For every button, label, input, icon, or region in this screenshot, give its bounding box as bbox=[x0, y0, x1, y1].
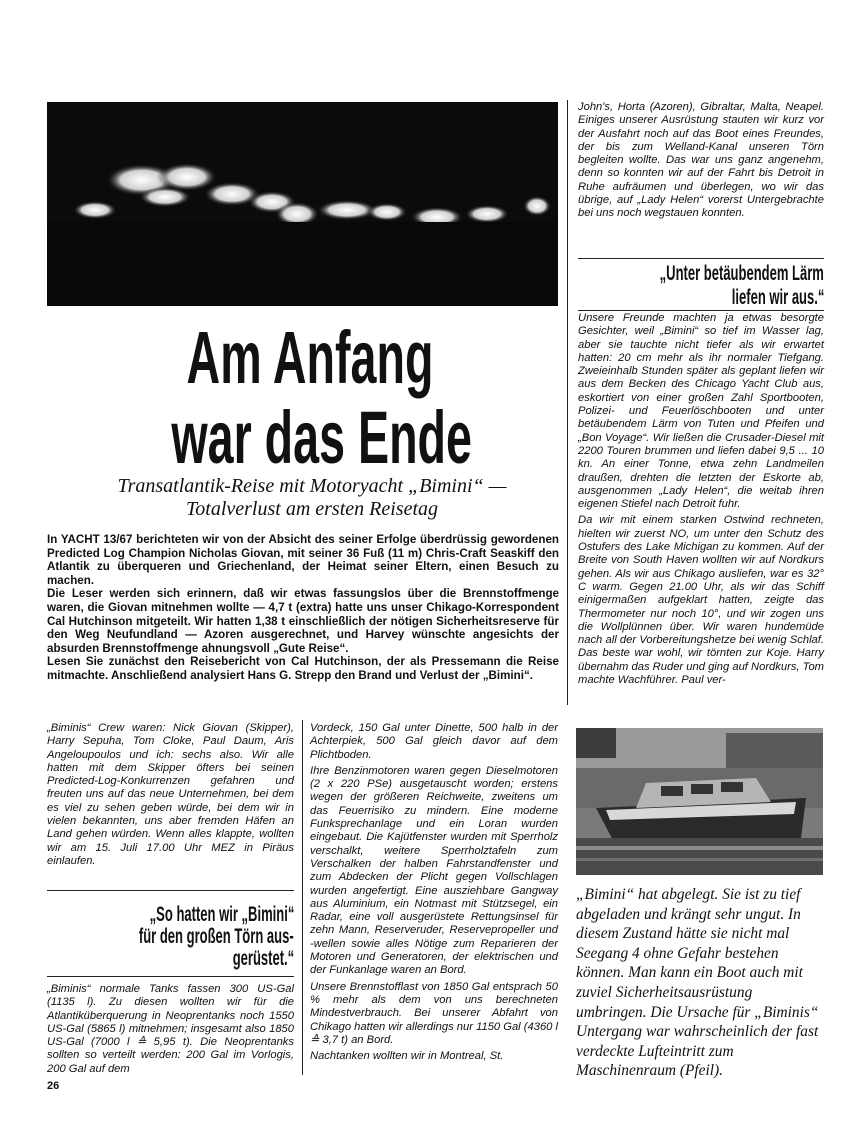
subhead-line: liefen wir aus.“ bbox=[731, 286, 824, 309]
page-number: 26 bbox=[47, 1080, 60, 1092]
subhead-rule bbox=[47, 976, 294, 977]
column-3-bottom bbox=[578, 312, 824, 690]
headline bbox=[90, 318, 530, 478]
subtitle bbox=[96, 475, 528, 521]
body-paragraph: „Biminis“ normale Tanks fassen 300 US-Gal (1135 l). Zu diesen wollten wir für die Atlantiküberquerung in Neoprentanks noch 1550 US-Gal (5865 l) mitnehmen; insgesamt also 1850 US-Gal (7000 l ≙ 5,95 t). Die Neoprentanks sollten so verteilt werden: 200 Gal im Vorlogis, 200 Gal auf dem bbox=[47, 983, 294, 1075]
subtitle-line-1: Transatlantik-Reise mit Motoryacht „Bimini“ — bbox=[117, 475, 507, 497]
subhead-line: gerüstet.“ bbox=[232, 947, 294, 970]
subhead-line: für den großen Törn aus- bbox=[139, 925, 294, 948]
smoke-and-fire-image bbox=[47, 102, 558, 306]
body-paragraph: „Biminis“ Crew waren: Nick Giovan (Skipper), Harry Sepuha, Tom Cloke, Paul Daum, Aris Angeloupoulos und ich: sechs also. Wir alle hatten mit dem Skipper öfters bei seinen Predicted-Log-Konkurrenzen gefahren und freuten uns auf das neue Unternehmen, bei dem es viel zu sehen geben würde, bei dem wir in vielen bekannten, uns aber fremden Häfen an Land gehen würden. Wenn alles klappte, wollten wir am 15. Juli 17.00 Uhr MEZ in Piräus einlaufen. bbox=[47, 722, 294, 867]
column-2 bbox=[310, 722, 558, 1066]
subhead-line: „Unter betäubendem Lärm bbox=[659, 262, 824, 285]
subhead-line: „So hatten wir „Bimini“ bbox=[149, 903, 294, 926]
boat-departure-photo bbox=[576, 728, 823, 875]
body-paragraph: John's, Horta (Azoren), Gibraltar, Malta, Neapel. Einiges unserer Ausrüstung stauten wir kurz vor der Ausfahrt noch auf das Boot eines Freundes, der bis zum Welland-Kanal unseren Törn begleiten wollte. Das war uns ganz angenehm, denn so konnten wir auf der Fahrt bis Detroit in Ruhe aufräumen und überlegen, wo wir das übrige, auf „Lady Helen“ vorerst Untergebrachte bei uns noch wegstauen konnten. bbox=[578, 101, 824, 220]
intro-paragraph: Die Leser werden sich erinnern, daß wir etwas fassungslos über die Brennstoffmenge waren, die Giovan mitnehmen wollte — 4,7 t (extra) hatte uns unser Chikago-Korrespondent Cal Hutchinson mitgeteilt. Wir hatten 1,38 t einschließlich der nötigen Sicherheitsreserve für den Weg Neufundland — Azoren ausgerechnet, und Harvey wünschte angesichts der absurden Brennstoffmenge ahnungsvoll „Gute Reise“. bbox=[47, 587, 559, 655]
column-1-top bbox=[47, 722, 294, 871]
intro-text bbox=[47, 533, 559, 683]
body-paragraph: Da wir mit einem starken Ostwind rechneten, hielten wir zuerst NO, um unter den Schutz des Ostufers des Lake Michigan zu kommen. Auf der Breite von South Haven wollten wir auf Nordkurs gehen. Als wir aus Chikago ausliefen, war es 32° C warm. Gegen 21.00 Uhr, als wir das Schiff einigermaßen aufgeklart hatten, zeigte das Thermometer nur noch 10°, und wir zogen uns die Wollplünnen über. Wir waren hundemüde nach all der Vorbereitungshetze bei wenig Schlaf. Das beste war wohl, wir törnten zur Koje. Harry übernahm das Ruder und ging auf Nordkurs, Tom machte Wachführer. Paul ver- bbox=[578, 514, 824, 687]
body-paragraph: Vordeck, 150 Gal unter Dinette, 500 halb in der Achterpiek, 500 Gal gleich davor auf dem Plichtboden. bbox=[310, 722, 558, 761]
photo-caption: „Bimini“ hat abgelegt. Sie ist zu tief abgeladen und krängt sehr ungut. In diesem Zustand hätte sie nicht mal Seegang 4 ohne Gefahr bestehen können. Man kann ein Boot auch mit zuviel Sicherheitsausrüstung umbringen. Die Ursache für „Biminis“ Untergang war wahrscheinlich der fast verdeckte Lufteintritt zum Maschinenraum (Pfeil). bbox=[576, 886, 819, 1080]
burning-boat-photo bbox=[47, 102, 558, 306]
headline-line-1: Am Anfang bbox=[186, 316, 434, 399]
subhead-rule bbox=[47, 890, 294, 891]
subhead-rule bbox=[578, 310, 824, 311]
boat-image bbox=[576, 728, 823, 875]
headline-line-2: war das Ende bbox=[171, 396, 472, 479]
body-paragraph: Unsere Brennstofflast von 1850 Gal entsprach 50 % mehr als dem von uns berechneten Mindestverbrauch. Bei unserer Abfahrt von Chikago hatten wir allerdings nur 1150 Gal (4360 l ≙ 3,7 t) an Bord. bbox=[310, 980, 558, 1046]
body-paragraph: Unsere Freunde machten ja etwas besorgte Gesichter, weil „Bimini“ so tief im Wasser lag, aber sie tauchte nicht tiefer als wir erwartet hatten: 20 cm mehr als ihr normaler Tiefgang. Zweieinhalb Stunden später als geplant liefen wir aus dem Becken des Chicago Yacht Club aus, eskortiert von einer großen Zahl Sportbooten, Polizei- und Feuerlöschbooten und unter betäubendem Lärm von Tuten und Pfeifen und „Bon Voyage“. Wir ließen die Crusader-Diesel mit 2200 Touren brummen und liefen dabei 9,5 ... 10 kn. An einer Tonne, etwa zehn Landmeilen draußen, drehten die letzten der Eskorte ab, ausgenommen „Lady Helen“, die weitab ihren eigenen Stiefel nach Detroit fuhr. bbox=[578, 312, 824, 511]
column-divider bbox=[567, 100, 568, 705]
body-paragraph: Ihre Benzinmotoren waren gegen Dieselmotoren (2 x 220 PSe) ausgetauscht worden; erstens wegen der größeren Reichweite, zweitens um das Feuerrisiko zu mindern. Eine moderne Funksprechanlage und ein Loran wurden eingebaut. Die Kajütfenster wurden mit Sperrholz verschalkt, weitere Sperrholztafeln zum Verschalken der halben Fahrstandfenster und zum Abdecken der Plicht gegen Vollschlagen wurden angefertigt. Eine ausziehbare Gangway aus Aluminium, ein Notmast mit Stützsegel, ein Radar, eine voll ausgerüstete Rettungsinsel für zehn Mann, Reserveruder, Reservepropeller und -wellen sowie alles Nötige zum Reparieren der Motoren und Generatoren, der elektrischen und der Funkanlage waren an Bord. bbox=[310, 764, 558, 977]
column-3-top bbox=[578, 101, 824, 224]
column-1-bottom bbox=[47, 983, 294, 1079]
intro-paragraph: Lesen Sie zunächst den Reisebericht von Cal Hutchinson, der als Pressemann die Reise mitmachte. Anschließend analysiert Hans G. Strepp den Brand und Verlust der „Bimini“. bbox=[47, 655, 559, 682]
column-divider bbox=[302, 720, 303, 1075]
subhead-rule bbox=[578, 258, 824, 259]
body-paragraph: Nachtanken wollten wir in Montreal, St. bbox=[310, 1050, 504, 1063]
intro-paragraph: In YACHT 13/67 berichteten wir von der Absicht des seiner Erfolge überdrüssig gewordenen Predicted Log Champion Nicholas Giovan, mit seiner 36 Fuß (11 m) Chris-Craft Seaskiff den Atlantik zu überqueren und Griechenland, der Heimat seiner Eltern, einen Besuch zu machen. bbox=[47, 533, 559, 587]
subtitle-line-2: Totalverlust am ersten Reisetag bbox=[185, 498, 439, 520]
